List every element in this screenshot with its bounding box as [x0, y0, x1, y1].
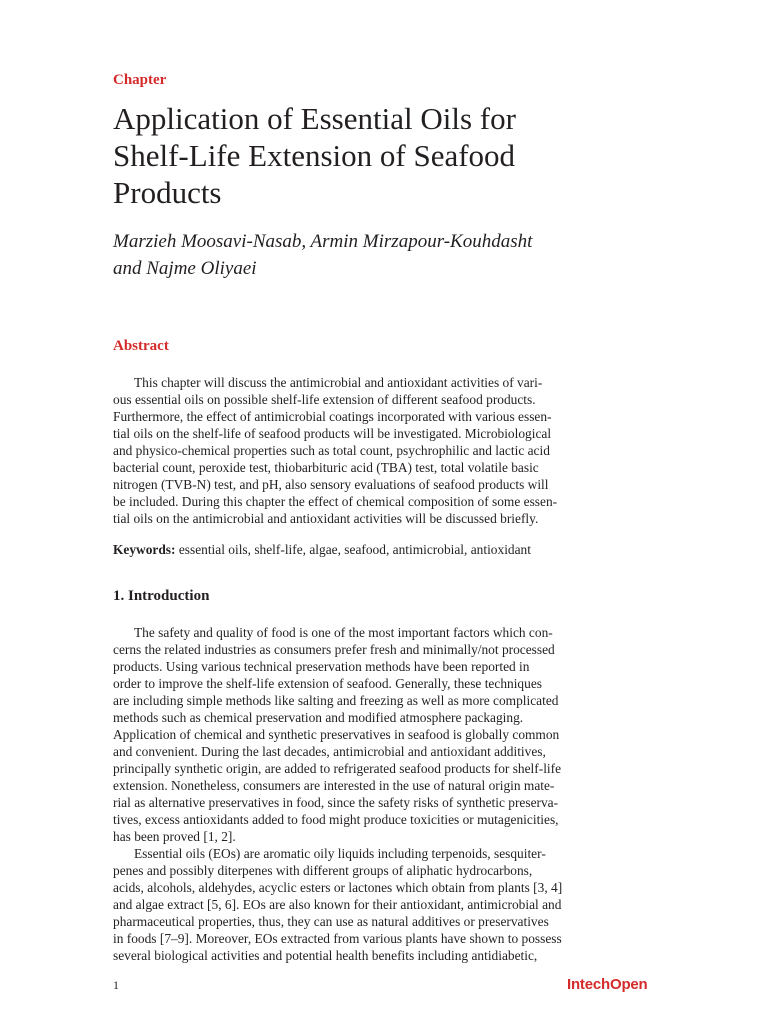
introduction-body [113, 624, 562, 964]
text-line: methods such as chemical preservation and modified atmosphere packaging. [113, 710, 524, 725]
page-number: 1 [113, 978, 119, 992]
author-line: and Najme Oliyaei [113, 258, 257, 279]
text-line: tial oils on the antimicrobial and antioxidant activities will be discussed briefly. [113, 511, 539, 526]
text-line: pharmaceutical properties, thus, they can use as natural additives or preservatives [113, 914, 549, 929]
title-line: Application of Essential Oils for [113, 101, 516, 136]
text-line: are including simple methods like salting and freezing as well as more complicated [113, 693, 559, 708]
abstract-heading: Abstract [113, 338, 169, 354]
keywords [113, 541, 531, 558]
title-line: Products [113, 175, 222, 210]
text-line: has been proved [1, 2]. [113, 829, 236, 844]
text-line: extension. Nonetheless, consumers are interested in the use of natural origin mate- [113, 778, 555, 793]
text-line: The safety and quality of food is one of the most important factors which con- [134, 625, 553, 640]
keywords-label: Keywords: [113, 542, 176, 557]
text-line: Application of chemical and synthetic preservatives in seafood is globally common [113, 727, 560, 742]
text-line: Essential oils (EOs) are aromatic oily liquids including terpenoids, sesquiter- [134, 846, 546, 861]
keywords-text: essential oils, shelf-life, algae, seafood, antimicrobial, antioxidant [175, 542, 531, 557]
text-line: tial oils on the shelf-life of seafood products will be investigated. Microbiological [113, 426, 552, 441]
intechopen-logo: IntechOpen [567, 976, 648, 993]
text-line: rial as alternative preservatives in food, since the safety risks of synthetic preserva- [113, 795, 559, 810]
text-line: ous essential oils on possible shelf-life extension of different seafood products. [113, 392, 536, 407]
chapter-label: Chapter [113, 72, 167, 88]
text-line: Furthermore, the effect of antimicrobial coatings incorporated with various essen- [113, 409, 552, 424]
text-line: acids, alcohols, aldehydes, acyclic esters or lactones which obtain from plants [3, 4] [113, 880, 563, 895]
text-line: principally synthetic origin, are added to refrigerated seafood products for shelf-life [113, 761, 562, 776]
author-line: Marzieh Moosavi-Nasab, Armin Mirzapour-Kouhdasht [113, 231, 533, 252]
text-line: several biological activities and potential health benefits including antidiabetic, [113, 948, 538, 963]
text-line: products. Using various technical preservation methods have been reported in [113, 659, 530, 674]
text-line: cerns the related industries as consumers prefer fresh and minimally/not processed [113, 642, 555, 657]
text-line: bacterial count, peroxide test, thiobarbituric acid (TBA) test, total volatile basic [113, 460, 539, 475]
author-list [113, 228, 658, 282]
text-line: and convenient. During the last decades, antimicrobial and antioxidant additives, [113, 744, 546, 759]
text-line: and physico-chemical properties such as total count, psychrophilic and lactic acid [113, 443, 550, 458]
text-line: be included. During this chapter the effect of chemical composition of some essen- [113, 494, 558, 509]
paper-page [113, 0, 658, 1024]
text-line: order to improve the shelf-life extension of seafood. Generally, these techniques [113, 676, 542, 691]
section-heading-introduction: 1. Introduction [113, 588, 210, 604]
text-line: penes and possibly diterpenes with different groups of aliphatic hydrocarbons, [113, 863, 533, 878]
abstract-body [113, 374, 557, 527]
text-line: tives, excess antioxidants added to food might produce toxicities or mutagenicities, [113, 812, 559, 827]
text-line: and algae extract [5, 6]. EOs are also known for their antioxidant, antimicrobial and [113, 897, 562, 912]
text-line: This chapter will discuss the antimicrobial and antioxidant activities of vari- [134, 375, 543, 390]
chapter-title [113, 100, 658, 211]
text-line: nitrogen (TVB-N) test, and pH, also sensory evaluations of seafood products will [113, 477, 549, 492]
text-line: in foods [7–9]. Moreover, EOs extracted from various plants have shown to possess [113, 931, 562, 946]
title-line: Shelf-Life Extension of Seafood [113, 138, 516, 173]
